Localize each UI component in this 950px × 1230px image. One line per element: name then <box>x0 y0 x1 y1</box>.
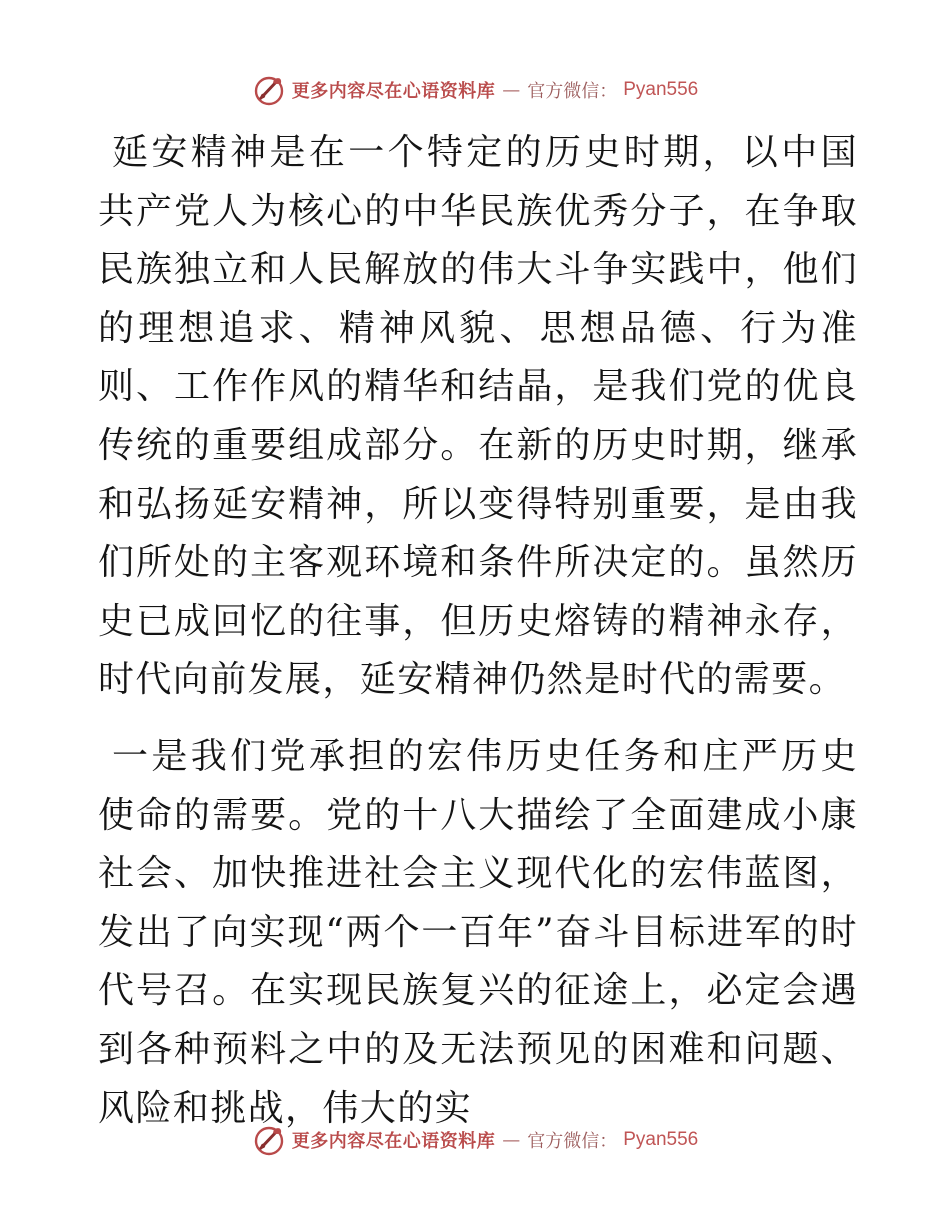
quill-circle-icon <box>252 1123 286 1157</box>
paragraph-1: 延安精神是在一个特定的历史时期，以中国共产党人为核心的中华民族优秀分子，在争取民族独立和人民解放的伟大斗争实践中，他们的理想追求、精神风貌、思想品德、行为准则、工作作风的精华和结晶，是我们党的优良传统的重要组成部分。在新的历史时期，继承和弘扬延安精神，所以变得特别重要，是由我们所处的主客观环境和条件所决定的。虽然历史已成回忆的往事，但历史熔铸的精神永存，时代向前发展，延安精神仍然是时代的需要。 <box>98 132 858 701</box>
paragraph-2: 一是我们党承担的宏伟历史任务和庄严历史使命的需要。党的十八大描绘了全面建成小康社会、加快推进社会主义现代化的宏伟蓝图，发出了向实现“两个一百年”奋斗目标进军的时代号召。在实现民族复兴的征途上，必定会遇到各种预料之中的及无法预见的困难和问题、风险和挑战，伟大的实 <box>98 735 858 1129</box>
watermark-dash: — <box>502 79 521 101</box>
watermark-sub-text: 官方微信： <box>527 1131 618 1152</box>
header-watermark <box>0 72 950 108</box>
body-text <box>98 124 858 1138</box>
watermark-wechat-id: Pyan556 <box>623 79 699 100</box>
footer-watermark <box>0 1122 950 1158</box>
watermark-sub-text: 官方微信： <box>527 81 618 102</box>
watermark-brand-text: 更多内容尽在心语资料库 <box>291 1131 496 1152</box>
watermark-dash: — <box>502 1129 521 1151</box>
watermark-wechat-id: Pyan556 <box>623 1129 699 1150</box>
quill-circle-icon <box>252 73 286 107</box>
watermark-brand-text: 更多内容尽在心语资料库 <box>291 81 496 102</box>
